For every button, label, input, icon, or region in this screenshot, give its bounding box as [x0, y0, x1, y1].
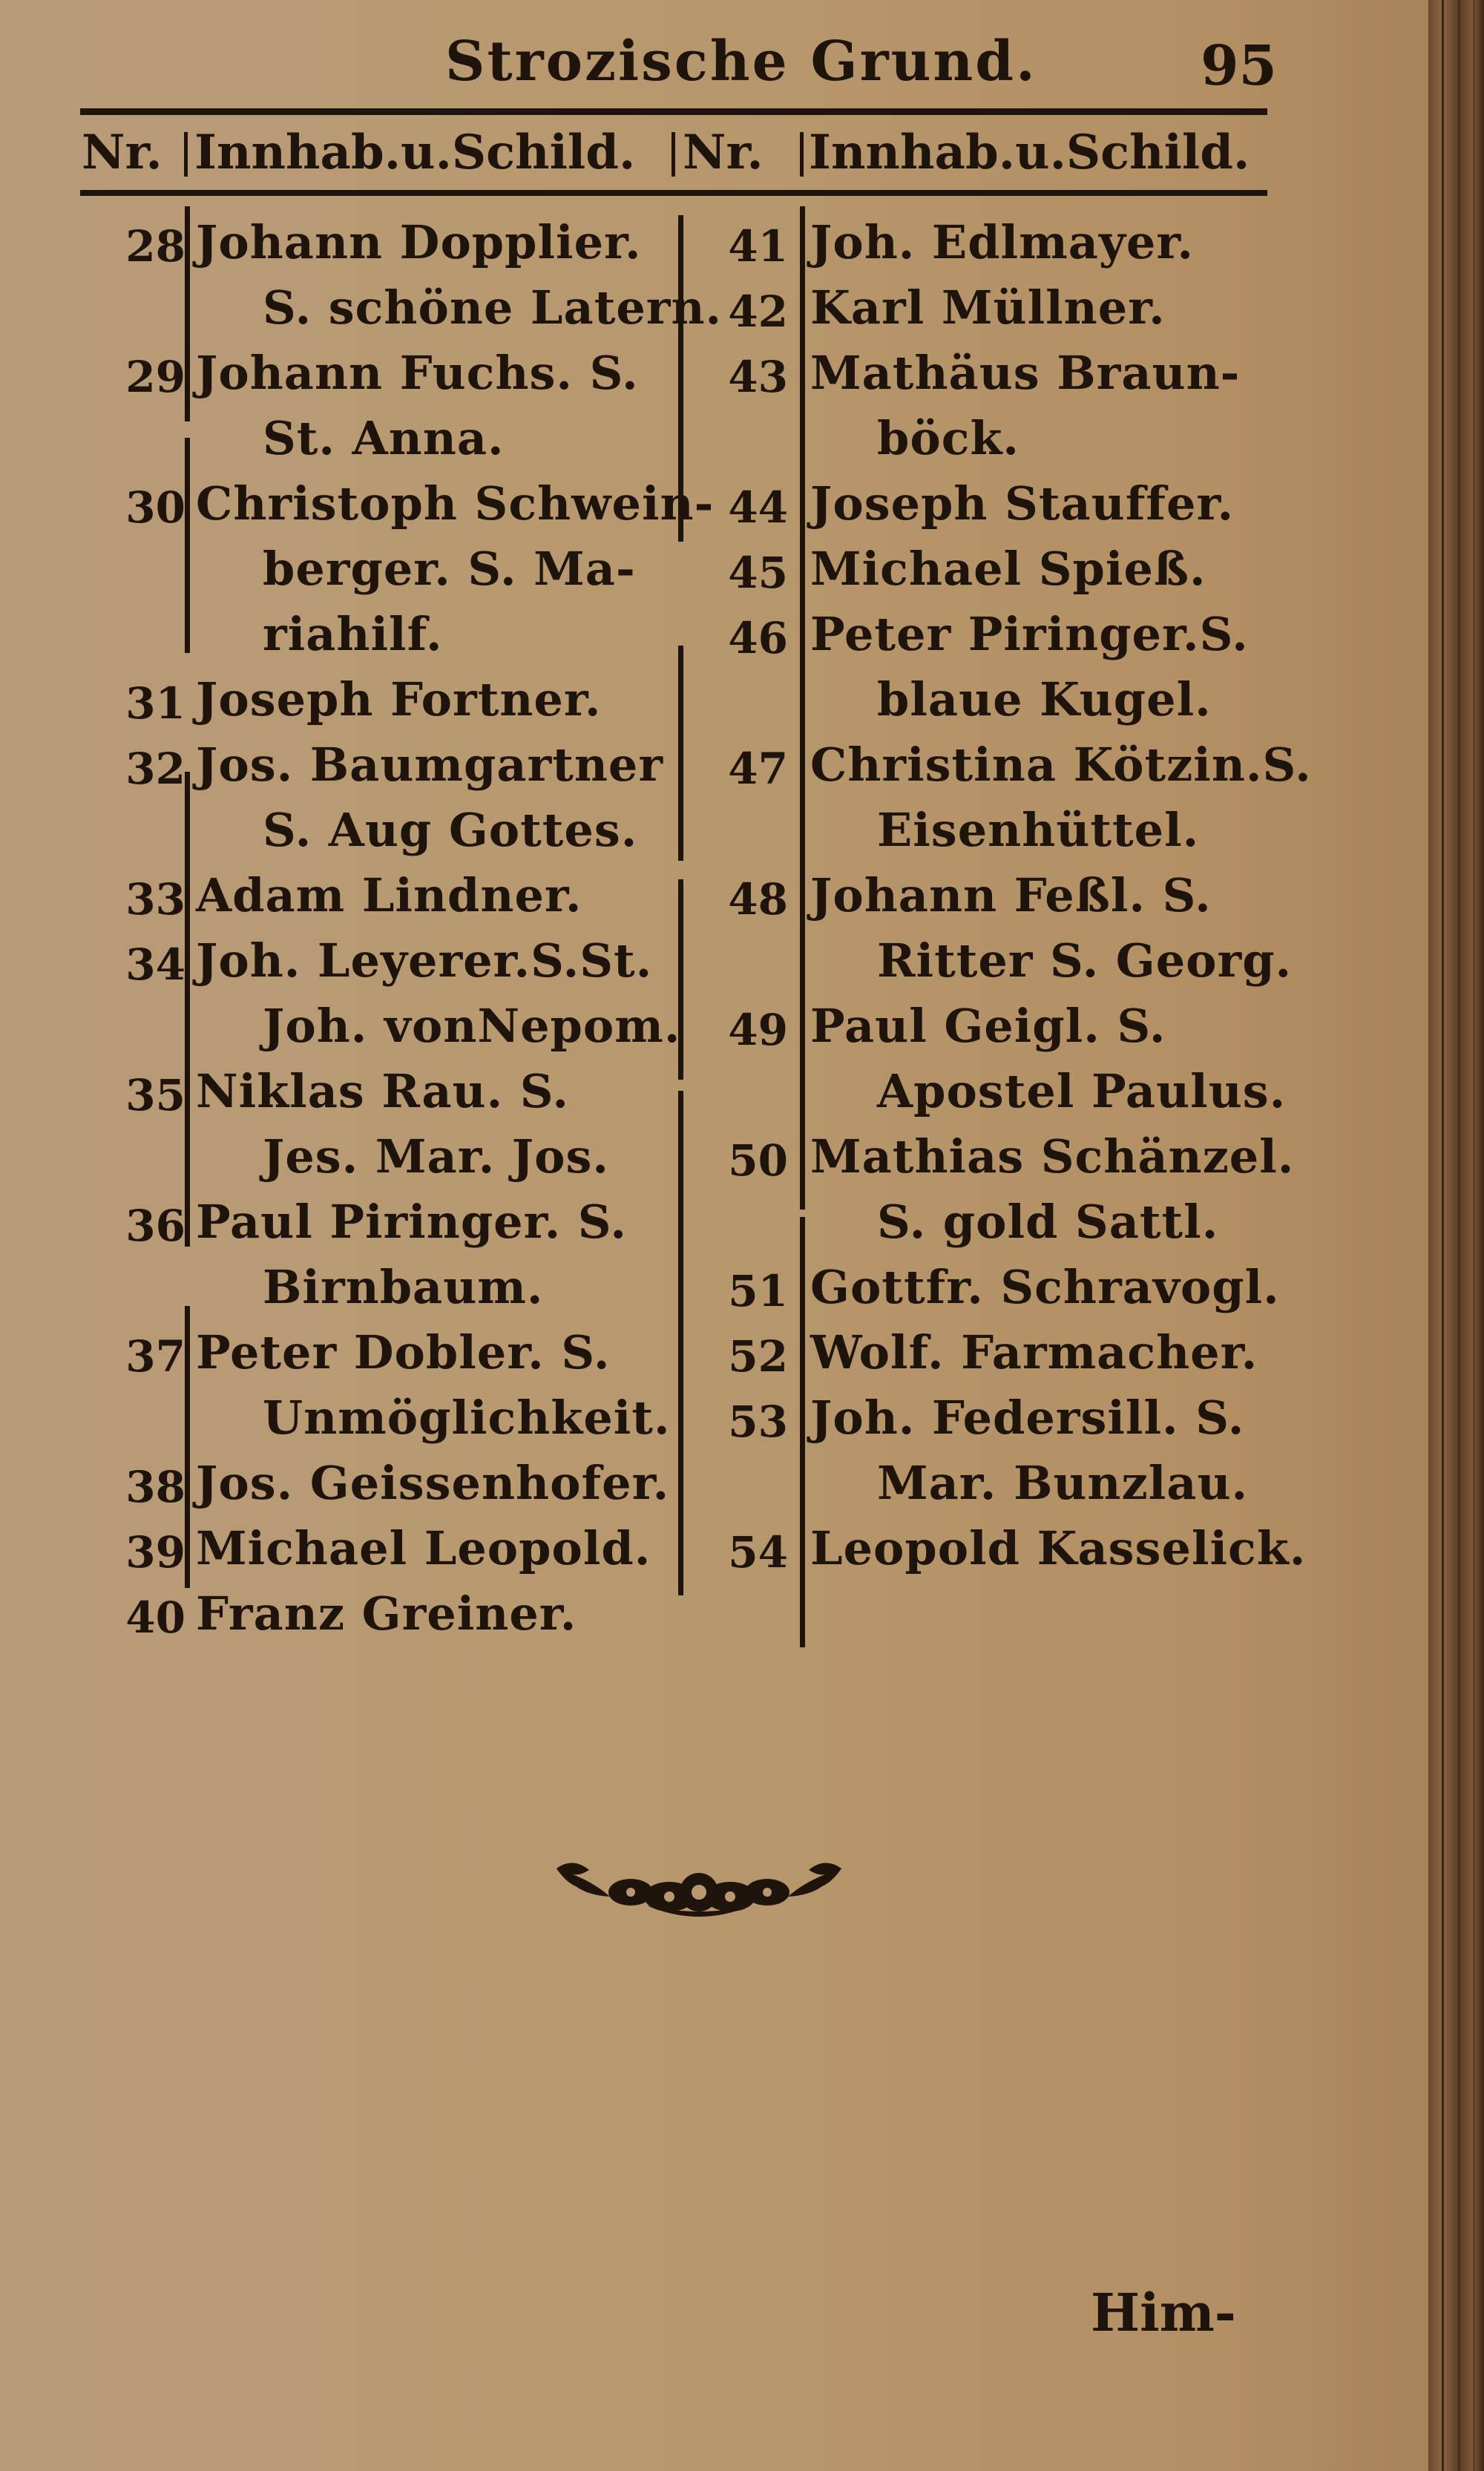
- left-entry-number: 40: [125, 1592, 186, 1643]
- left-entry-line: riahilf.: [263, 607, 443, 661]
- right-entry-number: 45: [728, 548, 788, 598]
- spine-crease: [1473, 0, 1475, 2471]
- spine-crease: [1442, 0, 1444, 2471]
- left-entry-line: Johann Fuchs. S.: [196, 346, 639, 400]
- right-entry-line: Apostel Paulus.: [877, 1064, 1287, 1118]
- column-header-nr-left: Nr.: [82, 125, 162, 180]
- right-entry-line: Eisenhüttel.: [877, 803, 1200, 857]
- header-divider-3: [800, 132, 804, 177]
- right-entry-number: 47: [728, 744, 788, 794]
- spine-crease: [1458, 0, 1460, 2471]
- right-entry-number: 41: [728, 221, 788, 272]
- left-entry-line: Paul Piringer. S.: [196, 1195, 627, 1249]
- right-entry-line: Mar. Bunzlau.: [877, 1456, 1249, 1510]
- left-entry-line: St. Anna.: [263, 411, 505, 465]
- page-number: 95: [1201, 34, 1277, 98]
- header-rule-top: [80, 108, 1267, 115]
- left-column-rule-d: [185, 1306, 190, 1588]
- left-entry-line: Birnbaum.: [263, 1260, 544, 1314]
- left-entry-number: 29: [125, 352, 186, 402]
- right-entry-number: 44: [728, 482, 788, 533]
- right-column-rule-b: [800, 764, 805, 1210]
- column-header-nr-right: Nr.: [683, 125, 764, 180]
- right-entry-line: Mathäus Braun-: [810, 346, 1241, 400]
- right-entry-line: Ritter S. Georg.: [877, 933, 1293, 988]
- right-entry-number: 50: [728, 1135, 788, 1186]
- middle-rule-b: [678, 646, 683, 861]
- ornament-icon: [551, 1854, 847, 1928]
- right-entry-line: Leopold Kasselick.: [810, 1521, 1307, 1575]
- middle-rule-d: [678, 1091, 683, 1595]
- right-entry-line: Mathias Schänzel.: [810, 1129, 1295, 1184]
- right-entry-line: Christina Kötzin.S.: [810, 738, 1312, 792]
- right-entry-line: Joseph Stauffer.: [810, 476, 1235, 531]
- right-column-rule-a: [800, 206, 805, 770]
- left-column-rule-b: [185, 438, 190, 653]
- column-header-owner-left: Innhab.u.Schild.: [194, 125, 636, 180]
- right-entry-line: Paul Geigl. S.: [810, 999, 1166, 1053]
- left-entry-line: Niklas Rau. S.: [196, 1064, 569, 1118]
- left-entry-line: S. schöne Latern.: [263, 280, 723, 335]
- right-entry-line: Gottfr. Schravogl.: [810, 1260, 1280, 1314]
- catchword: Him-: [1091, 2282, 1236, 2343]
- left-entry-line: S. Aug Gottes.: [263, 803, 638, 857]
- right-entry-line: Michael Spieß.: [810, 542, 1206, 596]
- left-entry-line: Joseph Fortner.: [196, 672, 602, 726]
- left-entry-line: Unmöglichkeit.: [263, 1391, 671, 1445]
- left-entry-number: 35: [125, 1070, 186, 1120]
- left-entry-line: Christoph Schwein-: [196, 476, 715, 531]
- right-entry-line: Wolf. Farmacher.: [810, 1325, 1258, 1379]
- book-spine-edge: [1428, 0, 1484, 2471]
- right-entry-number: 43: [728, 352, 788, 402]
- left-entry-number: 37: [125, 1331, 186, 1382]
- header-divider-2: [672, 132, 675, 177]
- running-title: Strozische Grund.: [445, 30, 1037, 93]
- left-entry-line: Joh. Leyerer.S.St.: [196, 933, 653, 988]
- left-entry-number: 34: [125, 939, 186, 990]
- right-entry-line: Karl Müllner.: [810, 280, 1166, 335]
- left-entry-line: berger. S. Ma-: [263, 542, 636, 596]
- right-entry-number: 53: [728, 1397, 788, 1447]
- left-entry-number: 33: [125, 874, 186, 925]
- right-entry-line: Johann Feßl. S.: [810, 868, 1212, 922]
- left-entry-line: Jos. Baumgartner: [196, 738, 664, 792]
- right-entry-number: 54: [728, 1527, 788, 1578]
- left-entry-number: 28: [125, 221, 186, 272]
- left-entry-number: 31: [125, 678, 186, 729]
- right-entry-line: Peter Piringer.S.: [810, 607, 1249, 661]
- right-column-rule-c: [800, 1217, 805, 1647]
- left-entry-line: Johann Dopplier.: [196, 215, 642, 269]
- header-divider-1: [184, 132, 188, 177]
- right-entry-number: 49: [728, 1005, 788, 1055]
- left-entry-line: Peter Dobler. S.: [196, 1325, 611, 1379]
- right-entry-number: 48: [728, 874, 788, 925]
- left-entry-line: Joh. vonNepom.: [263, 999, 681, 1053]
- right-entry-number: 52: [728, 1331, 788, 1382]
- right-entry-number: 51: [728, 1266, 788, 1316]
- left-entry-number: 32: [125, 744, 186, 794]
- left-entry-number: 39: [125, 1527, 186, 1578]
- left-entry-number: 38: [125, 1462, 186, 1512]
- right-entry-number: 42: [728, 286, 788, 337]
- left-entry-line: Michael Leopold.: [196, 1521, 651, 1575]
- right-entry-line: blaue Kugel.: [877, 672, 1212, 726]
- left-entry-line: Jes. Mar. Jos.: [263, 1129, 609, 1184]
- left-column-rule-c: [185, 772, 190, 1247]
- left-entry-line: Jos. Geissenhofer.: [196, 1456, 670, 1510]
- left-entry-line: Adam Lindner.: [196, 868, 582, 922]
- right-entry-number: 46: [728, 613, 788, 663]
- right-entry-line: S. gold Sattl.: [877, 1195, 1219, 1249]
- left-entry-number: 30: [125, 482, 186, 533]
- left-entry-line: Franz Greiner.: [196, 1586, 577, 1641]
- header-rule-bottom: [80, 190, 1267, 196]
- column-header-owner-right: Innhab.u.Schild.: [809, 125, 1250, 180]
- left-entry-number: 36: [125, 1201, 186, 1251]
- right-entry-line: Joh. Edlmayer.: [810, 215, 1194, 269]
- left-column-rule-a: [185, 206, 190, 421]
- right-entry-line: Joh. Federsill. S.: [810, 1391, 1245, 1445]
- right-entry-line: böck.: [877, 411, 1020, 465]
